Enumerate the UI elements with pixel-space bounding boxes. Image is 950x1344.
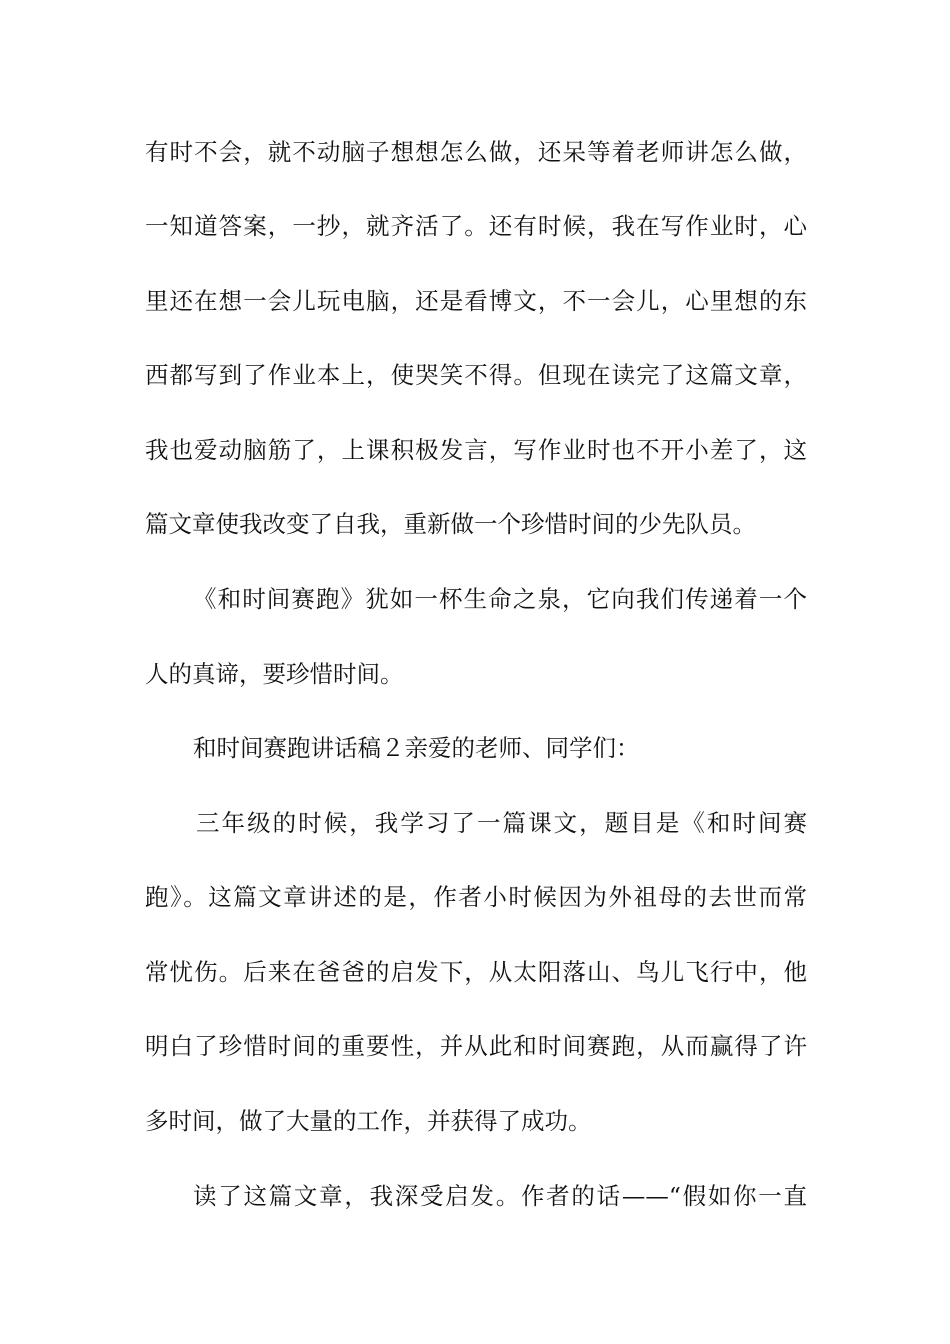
paragraph-line: 三年级的时候，我学习了一篇课文，题目是《和时间赛 bbox=[196, 809, 807, 837]
paragraph-line: 跑》。这篇文章讲述的是，作者小时候因为外祖母的去世而常 bbox=[145, 883, 807, 911]
paragraph-line: 明白了珍惜时间的重要性，并从此和时间赛跑，从而赢得了许 bbox=[145, 1032, 807, 1060]
paragraph-line: 《和时间赛跑》犹如一杯生命之泉，它向我们传递着一个 bbox=[193, 585, 807, 613]
paragraph-line: 篇文章使我改变了自我，重新做一个珍惜时间的少先队员。 bbox=[145, 510, 756, 538]
paragraph-line: 常忧伤。后来在爸爸的启发下，从太阳落山、鸟儿飞行中，他 bbox=[145, 958, 807, 986]
paragraph-line: 多时间，做了大量的工作，并获得了成功。 bbox=[145, 1107, 592, 1135]
paragraph-line: 一知道答案，一抄，就齐活了。还有时候，我在写作业时，心 bbox=[145, 212, 807, 240]
section-heading: 和时间赛跑讲话稿２亲爱的老师、同学们： bbox=[193, 734, 640, 762]
paragraph-line: 西都写到了作业本上，使哭笑不得。但现在读完了这篇文章， bbox=[145, 361, 807, 389]
paragraph-line: 有时不会，就不动脑子想想怎么做，还呆等着老师讲怎么做， bbox=[145, 138, 807, 166]
paragraph-line: 读了这篇文章，我深受启发。作者的话——“假如你一直 bbox=[193, 1182, 807, 1210]
paragraph-line: 人的真谛，要珍惜时间。 bbox=[145, 660, 404, 688]
paragraph-line: 我也爱动脑筋了，上课积极发言，写作业时也不开小差了，这 bbox=[145, 436, 807, 464]
paragraph-line: 里还在想一会儿玩电脑，还是看博文，不一会儿，心里想的东 bbox=[145, 287, 807, 315]
